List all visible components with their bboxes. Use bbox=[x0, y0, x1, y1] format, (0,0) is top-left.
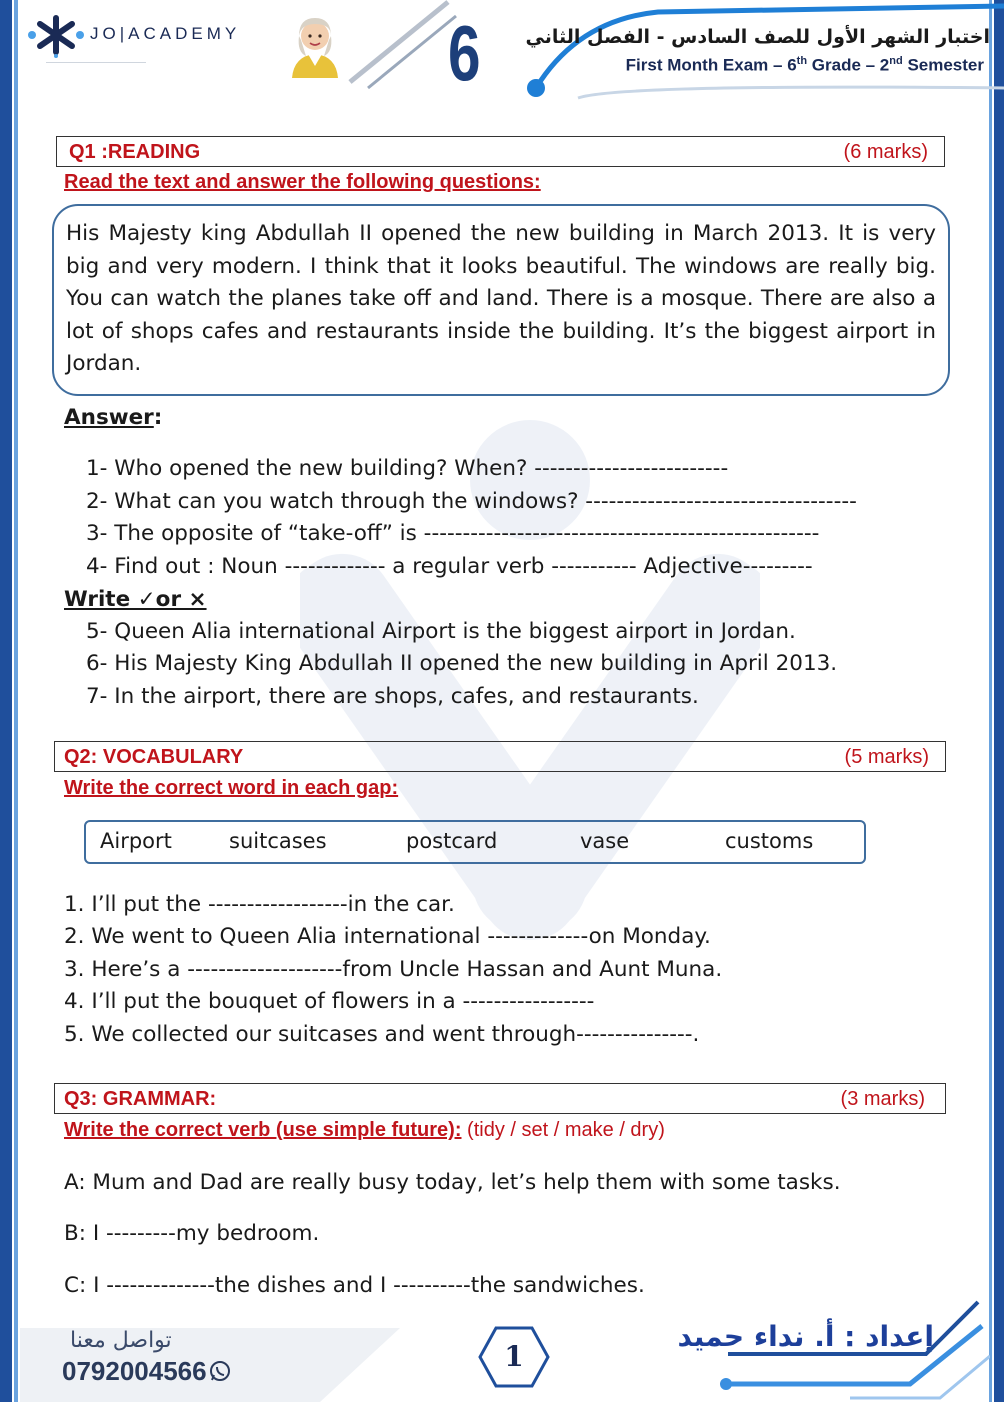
header-swoosh-decoration bbox=[518, 0, 1004, 100]
q1-header-box bbox=[56, 136, 945, 167]
gap-sentence-5: 5. We collected our suitcases and went through---------------. bbox=[64, 1022, 700, 1047]
q3-verb-options: (tidy / set / make / dry) bbox=[461, 1119, 665, 1141]
phone-number-text: 0792004566 bbox=[62, 1356, 207, 1386]
word-bank-item: vase bbox=[580, 829, 630, 853]
page-frame-left bbox=[0, 0, 12, 1402]
phone-number bbox=[62, 1356, 231, 1387]
q1-instruction: Read the text and answer the following questions: bbox=[64, 171, 541, 193]
exam-title-part: Semester bbox=[902, 55, 984, 75]
write-tick-cross-label: Write ✓or × bbox=[64, 587, 207, 612]
gap-sentence-3: 3. Here’s a --------------------from Uncle Hassan and Aunt Muna. bbox=[64, 957, 723, 982]
page-frame-right-accent bbox=[989, 0, 992, 1402]
gap-sentence-4: 4. I’ll put the bouquet of flowers in a ----------------- bbox=[64, 989, 595, 1014]
author-credit: إعداد : أ. نداء حميد bbox=[677, 1320, 934, 1353]
answer-colon: : bbox=[153, 405, 163, 430]
question-4: 4- Find out : Noun ------------- a regular verb ----------- Adjective--------- bbox=[86, 554, 813, 579]
page-frame-right bbox=[994, 0, 1004, 1402]
q2-marks: (5 marks) bbox=[844, 746, 929, 768]
dialogue-line-b: B: I ---------my bedroom. bbox=[64, 1221, 320, 1246]
word-bank-item: customs bbox=[725, 829, 814, 853]
tf-statement-5: 5- Queen Alia international Airport is the biggest airport in Jordan. bbox=[86, 619, 796, 644]
word-bank-item: postcard bbox=[406, 829, 498, 853]
question-2: 2- What can you watch through the windows? ----------------------------------- bbox=[86, 489, 857, 514]
whatsapp-icon bbox=[209, 1360, 231, 1382]
exam-title-arabic: اختبار الشهر الأول للصف السادس - الفصل الثاني bbox=[525, 26, 990, 48]
header-divider bbox=[46, 62, 146, 63]
q2-header-box bbox=[54, 741, 946, 772]
page-number: 1 bbox=[504, 1340, 524, 1373]
tf-statement-6: 6- His Majesty King Abdullah II opened the new building in April 2013. bbox=[86, 651, 838, 676]
q3-instruction-row bbox=[64, 1119, 665, 1142]
question-1: 1- Who opened the new building? When? ------------------------- bbox=[86, 456, 729, 481]
q3-marks: (3 marks) bbox=[840, 1088, 925, 1110]
q3-title: Q3: GRAMMAR: bbox=[64, 1088, 217, 1110]
word-bank-item: suitcases bbox=[229, 829, 327, 853]
dialogue-line-c: C: I --------------the dishes and I ----------the sandwiches. bbox=[64, 1273, 645, 1298]
exam-title-part: First Month Exam – 6 bbox=[625, 55, 797, 75]
question-3: 3- The opposite of “take-off” is --------------------------------------------------- bbox=[86, 521, 820, 546]
jo-academy-logo-icon bbox=[26, 12, 86, 58]
reading-passage: His Majesty king Abdullah II opened the new building in March 2013. It is very big and very modern. I think that it looks beautiful. The windows are really big. You can watch the planes take off and land. There is a mosque. There are also a lot of shops cafes and restaurants inside the building. It’s the biggest airport in Jordan. bbox=[52, 204, 950, 396]
q2-instruction: Write the correct word in each gap: bbox=[64, 777, 399, 799]
exam-title-english bbox=[626, 55, 984, 76]
q1-title: Q1 :READING bbox=[69, 141, 201, 163]
dialogue-line-a: A: Mum and Dad are really busy today, let’s help them with some tasks. bbox=[64, 1170, 841, 1195]
answer-label-row bbox=[64, 405, 162, 430]
word-bank-item: Airport bbox=[100, 829, 172, 853]
logo-text: JO|ACADEMY bbox=[90, 24, 241, 43]
page-frame-left-accent bbox=[14, 0, 18, 1402]
q1-marks: (6 marks) bbox=[843, 141, 928, 163]
word-bank-box bbox=[84, 820, 866, 864]
q3-instruction: Write the correct verb (use simple future): bbox=[64, 1119, 462, 1141]
q3-header-box bbox=[54, 1083, 946, 1114]
grade-number: 6 bbox=[448, 9, 481, 97]
contact-us-label: تواصل معنا bbox=[70, 1328, 172, 1353]
footer-swoosh-decoration bbox=[700, 1296, 990, 1402]
answer-label: Answer bbox=[64, 405, 154, 430]
tf-statement-7: 7- In the airport, there are shops, cafes, and restaurants. bbox=[86, 684, 699, 709]
exam-title-part: Grade – 2 bbox=[807, 55, 890, 75]
exam-title-sup: th bbox=[796, 55, 808, 67]
exam-title-sup: nd bbox=[889, 55, 903, 67]
q2-title: Q2: VOCABULARY bbox=[64, 746, 244, 768]
header-diagonal-decoration bbox=[330, 0, 460, 90]
gap-sentence-2: 2. We went to Queen Alia international -------------on Monday. bbox=[64, 924, 711, 949]
gap-sentence-1: 1. I’ll put the ------------------in the car. bbox=[64, 892, 455, 917]
